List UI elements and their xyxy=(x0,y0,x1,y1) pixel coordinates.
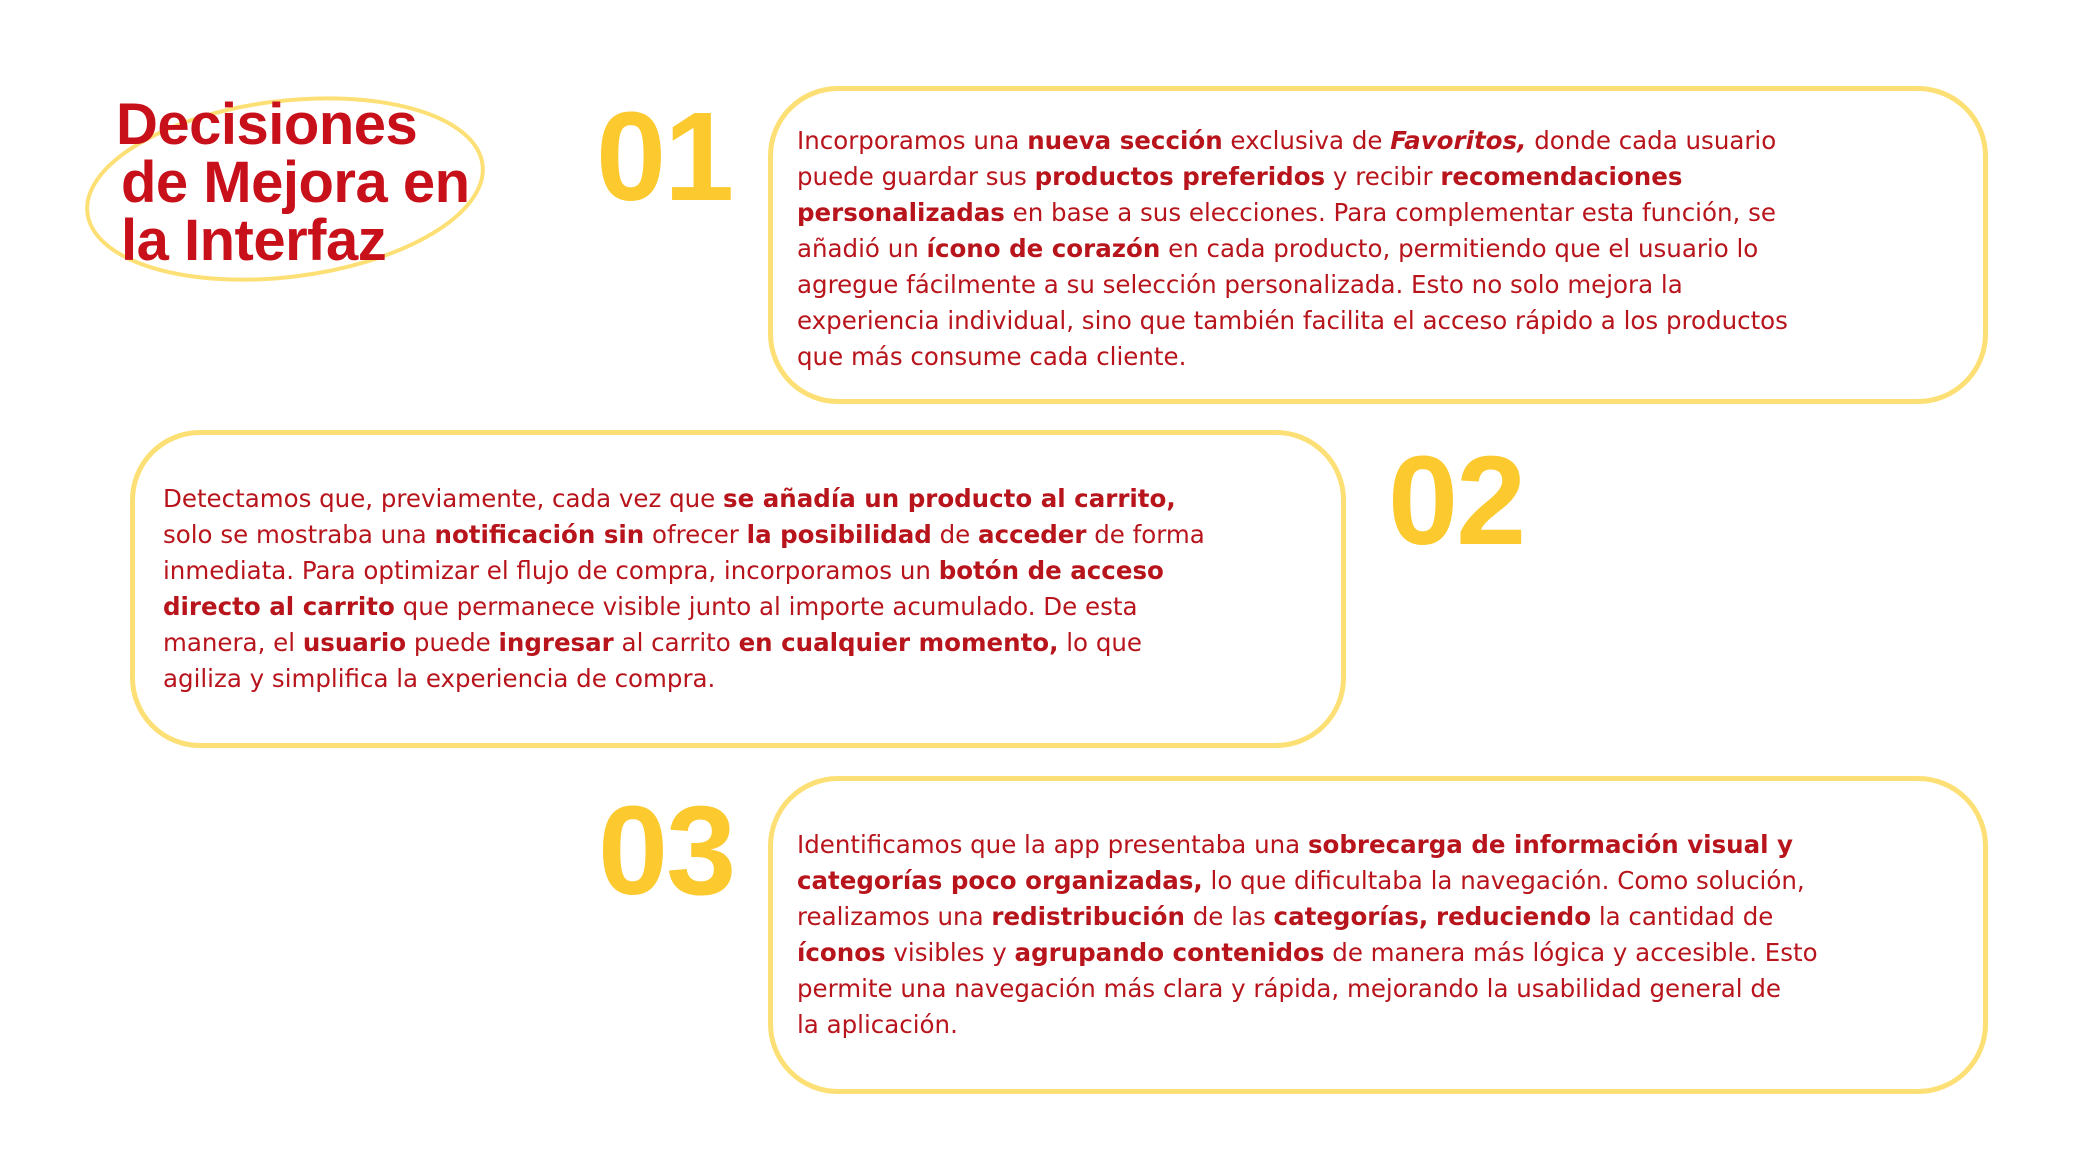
emphasis-text: botón de acceso xyxy=(938,556,1164,585)
text-run: de las xyxy=(1184,902,1274,931)
text-run: de forma xyxy=(1086,520,1205,549)
emphasis-text: reduciendo xyxy=(1436,902,1592,931)
text-run: lo que dificultaba la navegación. Como solución, xyxy=(1202,866,1805,895)
text-run: Identificamos que la app presentaba una xyxy=(797,830,1308,859)
text-run: inmediata. Para optimizar el flujo de compra, incorporamos un xyxy=(163,556,939,585)
step-number-02: 02 xyxy=(1388,430,1525,571)
text-line xyxy=(797,863,1818,899)
text-run: puede xyxy=(406,628,499,657)
emphasis-text: ícono de corazón xyxy=(926,234,1161,263)
text-run: que permanece visible junto al importe acumulado. De esta xyxy=(394,592,1138,621)
step-number-03: 03 xyxy=(598,780,735,921)
step-description-02 xyxy=(163,481,1205,697)
emphasis-text: en cualquier momento, xyxy=(738,628,1059,657)
emphasis-text: agrupando contenidos xyxy=(1014,938,1325,967)
text-run: visibles y xyxy=(885,938,1015,967)
text-line xyxy=(797,827,1818,863)
text-run: experiencia individual, sino que también facilita el acceso rápido a los productos xyxy=(797,306,1788,335)
emphasis-text: Favoritos, xyxy=(1390,126,1527,155)
text-run: puede guardar sus xyxy=(797,162,1035,191)
text-run: la aplicación. xyxy=(797,1010,958,1039)
text-run: ofrecer xyxy=(644,520,747,549)
text-line xyxy=(163,589,1205,625)
text-line xyxy=(797,935,1818,971)
text-line xyxy=(163,625,1205,661)
text-run: de xyxy=(931,520,979,549)
emphasis-text: notificación sin xyxy=(434,520,645,549)
text-line xyxy=(163,553,1205,589)
step-card-02 xyxy=(130,430,1346,748)
text-run: de manera más lógica y accesible. Esto xyxy=(1324,938,1818,967)
page-title-line-3: la Interfaz xyxy=(121,208,387,273)
emphasis-text: ingresar xyxy=(498,628,614,657)
emphasis-text: directo al carrito xyxy=(163,592,395,621)
text-line xyxy=(163,481,1205,517)
text-line xyxy=(797,159,1788,195)
emphasis-text: nueva sección xyxy=(1027,126,1223,155)
text-run: exclusiva de xyxy=(1222,126,1391,155)
text-run: lo que xyxy=(1058,628,1142,657)
text-run: y recibir xyxy=(1325,162,1441,191)
text-run: donde cada usuario xyxy=(1526,126,1777,155)
text-line xyxy=(797,267,1788,303)
text-line xyxy=(797,899,1818,935)
step-description-03 xyxy=(797,827,1818,1043)
text-run: que más consume cada cliente. xyxy=(797,342,1187,371)
text-run: permite una navegación más clara y rápida, mejorando la usabilidad general de xyxy=(797,974,1781,1003)
emphasis-text: se añadía un producto al carrito, xyxy=(723,484,1176,513)
page-title xyxy=(116,92,470,273)
text-line xyxy=(797,231,1788,267)
emphasis-text: personalizadas xyxy=(797,198,1005,227)
text-line xyxy=(163,661,1205,697)
page-title-line-2: de Mejora en xyxy=(121,150,470,215)
emphasis-text: la posibilidad xyxy=(746,520,932,549)
text-run: agregue fácilmente a su selección personalizada. Esto no solo mejora la xyxy=(797,270,1683,299)
text-run xyxy=(1428,902,1436,931)
emphasis-text: sobrecarga de información visual y xyxy=(1307,830,1794,859)
emphasis-text: recomendaciones xyxy=(1440,162,1683,191)
text-line xyxy=(797,195,1788,231)
step-card-03 xyxy=(768,776,1988,1094)
text-run: la cantidad de xyxy=(1591,902,1774,931)
step-card-01 xyxy=(768,86,1988,404)
text-line xyxy=(797,971,1818,1007)
text-run: agiliza y simplifica la experiencia de compra. xyxy=(163,664,716,693)
page-title-line-1: Decisiones xyxy=(116,92,418,157)
emphasis-text: productos preferidos xyxy=(1034,162,1326,191)
text-line xyxy=(163,517,1205,553)
text-line xyxy=(797,123,1788,159)
emphasis-text: usuario xyxy=(302,628,407,657)
text-run: añadió un xyxy=(797,234,927,263)
title-block xyxy=(80,88,500,288)
emphasis-text: acceder xyxy=(978,520,1087,549)
text-run: Incorporamos una xyxy=(797,126,1028,155)
emphasis-text: categorías poco organizadas, xyxy=(797,866,1203,895)
text-run: en cada producto, permitiendo que el usuario lo xyxy=(1160,234,1759,263)
text-line xyxy=(797,303,1788,339)
text-run: realizamos una xyxy=(797,902,992,931)
step-description-01 xyxy=(797,123,1788,375)
text-run: manera, el xyxy=(163,628,303,657)
text-run: en base a sus elecciones. Para complementar esta función, se xyxy=(1004,198,1776,227)
text-run: solo se mostraba una xyxy=(163,520,435,549)
text-run: al carrito xyxy=(613,628,739,657)
text-run: Detectamos que, previamente, cada vez que xyxy=(163,484,724,513)
emphasis-text: categorías, xyxy=(1273,902,1429,931)
step-number-01: 01 xyxy=(596,86,733,227)
text-line xyxy=(797,339,1788,375)
text-line xyxy=(797,1007,1818,1043)
emphasis-text: íconos xyxy=(797,938,886,967)
emphasis-text: redistribución xyxy=(991,902,1185,931)
